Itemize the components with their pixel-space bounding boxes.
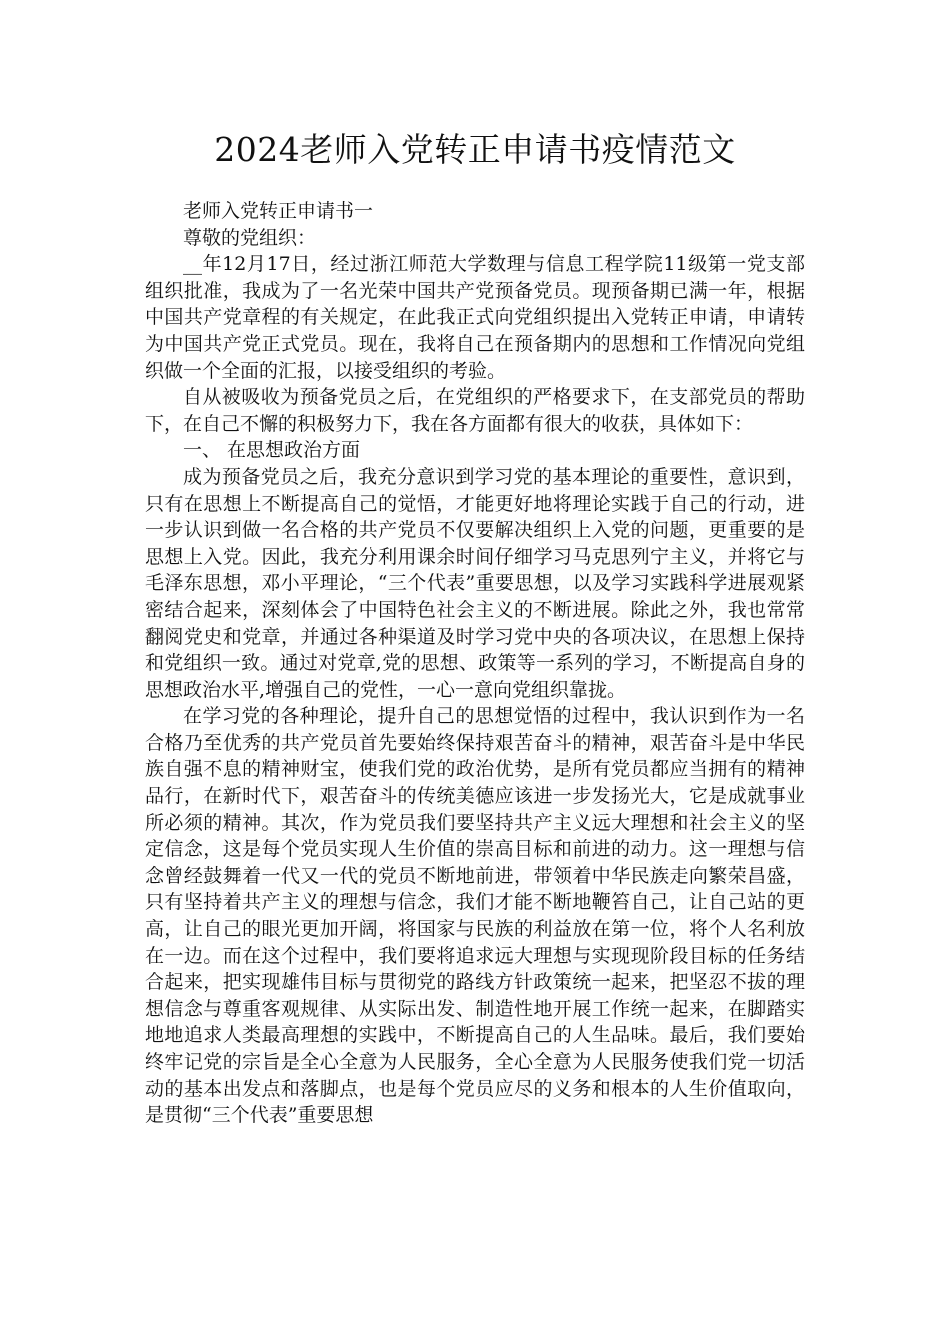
body-paragraph: __年12月17日，经过浙江师范大学数理与信息工程学院11级第一党支部组织批准，我成为了一名光荣中国共产党预备党员。现预备期已满一年，根据中国共产党章程的有关规定，在此我正式向党组织提出入党转正申请，申请转为中国共产党正式党员。现在，我将自己在预备期内的思想和工作情况向党组织做一个全面的汇报，以接受组织的考验。 (145, 253, 805, 382)
document-title: 2024老师入党转正申请书疫情范文 (214, 130, 736, 169)
body-paragraph: 在学习党的各种理论，提升自己的思想觉悟的过程中，我认识到作为一名合格乃至优秀的共产党员首先要始终保持艰苦奋斗的精神，艰苦奋斗是中华民族自强不息的精神财宝，使我们党的政治优势，是所有党员都应当拥有的精神品行，在新时代下，艰苦奋斗的传统美德应该进一步发扬光大，它是成就事业所必须的精神。其次，作为党员我们要坚持共产主义远大理想和社会主义的坚定信念，这是每个党员实现人生价值的崇高目标和前进的动力。这一理想与信念曾经鼓舞着一代又一代的党员不断地前进，带领着中华民族走向繁荣昌盛，只有坚持着共产主义的理想与信念，我们才能不断地鞭笞自己，让自己站的更高，让自己的眼光更加开阔，将国家与民族的利益放在第一位，将个人名利放在一边。而在这个过程中，我们要将追求远大理想与实现现阶段目标的任务结合起来，把实现雄伟目标与贯彻党的路线方针政策统一起来，把坚忍不拔的理想信念与尊重客观规律、从实际出发、制造性地开展工作统一起来，在脚踏实地地追求人类最高理想的实践中，不断提高自己的人生品味。最后，我们要始终牢记党的宗旨是全心全意为人民服务，全心全意为人民服务使我们党一切活动的基本出发点和落脚点，也是每个党员应尽的义务和根本的人生价值取向，是贯彻“三个代表”重要思想 (145, 705, 805, 1127)
body-paragraph: 成为预备党员之后，我充分意识到学习党的基本理论的重要性，意识到，只有在思想上不断提高自己的觉悟，才能更好地将理论实践于自己的行动，进一步认识到做一名合格的共产党员不仅要解决组织上入党的问题，更重要的是思想上入党。因此，我充分利用课余时间仔细学习马克思列宁主义，并将它与毛泽东思想，邓小平理论，“三个代表”重要思想，以及学习实践科学进展观紧密结合起来，深刻体会了中国特色社会主义的不断进展。除此之外，我也常常翻阅党史和党章，并通过各种渠道及时学习党中央的各项决议，在思想上保持和党组织一致。通过对党章,党的思想、政策等一系列的学习，不断提高自身的思想政治水平,增强自己的党性，一心一意向党组织靠拢。 (145, 465, 805, 701)
letter-subtitle: 老师入党转正申请书一 (183, 200, 374, 222)
section-heading: 一、 在思想政治方面 (183, 439, 361, 462)
salutation: 尊敬的党组织： (183, 226, 317, 249)
document-body (145, 198, 805, 1129)
body-paragraph: 自从被吸收为预备党员之后，在党组织的严格要求下，在支部党员的帮助下，在自己不懈的积极努力下，我在各方面都有很大的收获，具体如下： (145, 386, 805, 435)
